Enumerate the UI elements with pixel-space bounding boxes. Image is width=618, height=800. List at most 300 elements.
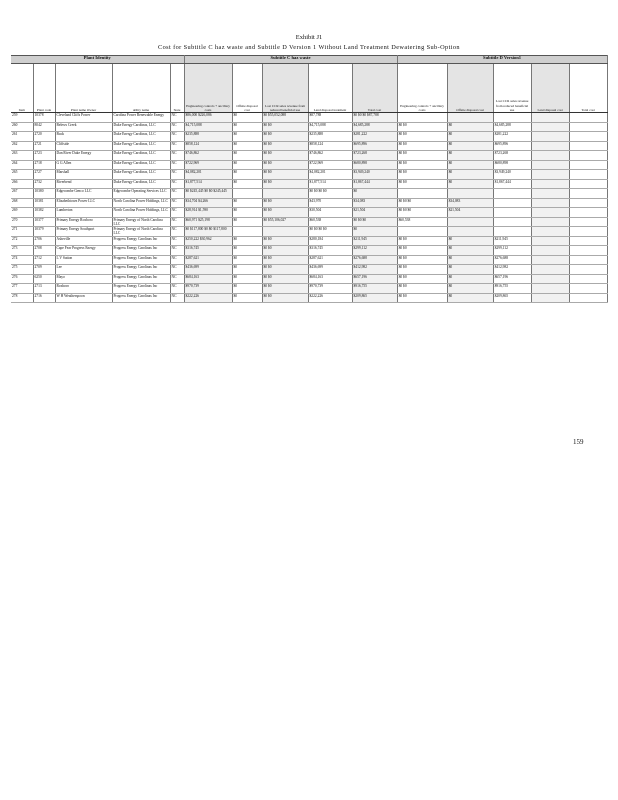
- cell-c-off: $0: [232, 255, 262, 265]
- cell-c-eng: $970,739: [184, 284, 232, 294]
- cell-c-land: $436,699: [308, 265, 352, 275]
- cell-c-land: $235,888: [308, 132, 352, 142]
- cell-code: 2713: [33, 284, 55, 294]
- cell-c-off: $0: [232, 113, 262, 123]
- table-row: [11, 160, 607, 170]
- cell-d-eng: $0 $0: [397, 151, 447, 161]
- cell-d-total: [569, 293, 607, 303]
- cell-d-off: $34,083: [447, 198, 493, 208]
- cell-c-eng: $4,082,201: [184, 170, 232, 180]
- col-c-offsite: Offsite disposal cost: [232, 64, 262, 113]
- cell-state: NC: [170, 160, 184, 170]
- col-utility-name: utility name: [112, 64, 170, 113]
- cell-d-eng: $0 $0: [397, 246, 447, 256]
- cell-plant: Marshall: [55, 170, 112, 180]
- cell-code: 10378: [33, 113, 55, 123]
- cell-item: 270: [11, 217, 33, 227]
- cell-d-eng: $0 $0 $0: [397, 198, 447, 208]
- cell-c-land: $684,163: [308, 274, 352, 284]
- cell-c-off: [232, 189, 262, 199]
- cell-code: 8042: [33, 122, 55, 132]
- cell-d-off: $21,504: [447, 208, 493, 218]
- cell-c-off: $0: [232, 208, 262, 218]
- cell-item: 266: [11, 179, 33, 189]
- cell-d-eng: $0 $0: [397, 160, 447, 170]
- cell-d-off: $0: [447, 293, 493, 303]
- cell-c-eng: $287,621: [184, 255, 232, 265]
- cell-d-off: $0: [447, 265, 493, 275]
- cell-code: 2732: [33, 179, 55, 189]
- cell-utility: Progress Energy Carolinas Inc: [112, 265, 170, 275]
- cell-code: 2706: [33, 236, 55, 246]
- table-row: [11, 132, 607, 142]
- cell-d-off: $0: [447, 179, 493, 189]
- cell-d-off: [447, 227, 493, 237]
- cell-d-off: $0: [447, 141, 493, 151]
- cell-c-lost: $0 $0: [262, 284, 308, 294]
- cell-state: NC: [170, 151, 184, 161]
- cell-c-eng: $28,914 $1,590: [184, 208, 232, 218]
- cell-c-eng: $250,222 $30,962: [184, 236, 232, 246]
- cell-d-eng: $0 $0: [397, 132, 447, 142]
- cell-c-land: $4,715,088: [308, 122, 352, 132]
- cell-c-total: $21,504: [352, 208, 397, 218]
- cell-plant: L V Sutton: [55, 255, 112, 265]
- cell-utility: Progress Energy Carolinas Inc: [112, 246, 170, 256]
- cell-d-total: [569, 151, 607, 161]
- cell-c-land: $316,745: [308, 246, 352, 256]
- cell-c-lost: $0 $0: [262, 208, 308, 218]
- cell-c-lost: $0 $0: [262, 293, 308, 303]
- cell-d-lost: [493, 217, 531, 227]
- cell-c-total: $211,945: [352, 236, 397, 246]
- cell-utility: Progress Energy Carolinas Inc: [112, 274, 170, 284]
- cell-c-eng: $60,971 $25,198: [184, 217, 232, 227]
- cell-d-total: [569, 179, 607, 189]
- cell-c-eng: $722,969: [184, 160, 232, 170]
- cell-c-total: $3,949,240: [352, 170, 397, 180]
- exhibit-title: Exhibit J1: [295, 34, 323, 41]
- cell-d-off: $0: [447, 132, 493, 142]
- cell-c-land: $60,538: [308, 217, 352, 227]
- table-row: [11, 189, 607, 199]
- cell-d-lost: $1,867,444: [493, 179, 531, 189]
- cell-c-land: $970,739: [308, 284, 352, 294]
- cell-d-total: [569, 160, 607, 170]
- table-row: [11, 179, 607, 189]
- cell-c-total: $209,865: [352, 293, 397, 303]
- table-row: [11, 113, 607, 123]
- cell-d-lost: $916,755: [493, 284, 531, 294]
- table-row: [11, 293, 607, 303]
- cell-code: 2716: [33, 293, 55, 303]
- cell-d-eng: [397, 189, 447, 199]
- cell-d-land: [531, 160, 569, 170]
- cell-d-eng: $0 $0: [397, 265, 447, 275]
- cell-d-land: [531, 217, 569, 227]
- cell-c-off: $0: [232, 284, 262, 294]
- cell-plant: Cleveland Cliffs Power: [55, 113, 112, 123]
- cell-c-total: $281,222: [352, 132, 397, 142]
- cell-code: 2720: [33, 132, 55, 142]
- cell-d-lost: $299,112: [493, 246, 531, 256]
- cell-c-total: $4,685,288: [352, 122, 397, 132]
- cell-utility: Primary Energy of North Carolina LLC: [112, 227, 170, 237]
- cell-c-land: $287,621: [308, 255, 352, 265]
- cell-c-land: $858,124: [308, 141, 352, 151]
- cell-c-total: $680,898: [352, 160, 397, 170]
- table-row: [11, 141, 607, 151]
- cell-code: 2727: [33, 170, 55, 180]
- cell-d-lost: [493, 189, 531, 199]
- cell-c-total: $0 $0 $0: [352, 217, 397, 227]
- col-d-total: Total cost: [569, 64, 607, 113]
- cell-plant: Edgecombe Genco LLC: [55, 189, 112, 199]
- cell-code: 10379: [33, 227, 55, 237]
- cell-code: 10381: [33, 198, 55, 208]
- cell-d-land: [531, 189, 569, 199]
- cell-plant: Belews Creek: [55, 122, 112, 132]
- table-row: [11, 217, 607, 227]
- cell-item: 259: [11, 113, 33, 123]
- cell-item: 277: [11, 284, 33, 294]
- cell-c-total: $299,112: [352, 246, 397, 256]
- cell-d-eng: [397, 113, 447, 123]
- cell-d-eng: $60,538: [397, 217, 447, 227]
- cell-c-lost: $0 $0: [262, 236, 308, 246]
- cell-d-off: [447, 189, 493, 199]
- col-plant-owner: Plant name Owner: [55, 64, 112, 113]
- cell-utility: North Carolina Power Holdings, LLC: [112, 198, 170, 208]
- cell-c-land: $0 $0 $0 $0: [308, 189, 352, 199]
- cell-code: 2718: [33, 160, 55, 170]
- cell-plant: Buck: [55, 132, 112, 142]
- cell-state: NC: [170, 179, 184, 189]
- cell-d-total: [569, 227, 607, 237]
- cell-d-total: [569, 265, 607, 275]
- cell-d-land: [531, 265, 569, 275]
- table-row: [11, 284, 607, 294]
- table-row: [11, 122, 607, 132]
- cell-state: NC: [170, 284, 184, 294]
- cell-item: 272: [11, 236, 33, 246]
- cell-d-off: $0: [447, 274, 493, 284]
- cell-c-land: $0 $0 $0 $0: [308, 227, 352, 237]
- section-plant-identity: Plant Identity: [11, 56, 184, 64]
- cell-code: 10380: [33, 189, 55, 199]
- cell-c-land: $30,504: [308, 208, 352, 218]
- table-row: [11, 151, 607, 161]
- cell-state: NC: [170, 255, 184, 265]
- cell-d-land: [531, 208, 569, 218]
- cell-c-lost: $0 $0: [262, 170, 308, 180]
- cell-utility: Progress Energy Carolinas Inc: [112, 255, 170, 265]
- cell-code: 10377: [33, 217, 55, 227]
- col-c-eng-controls: Engineering controls + ancillary costs: [184, 64, 232, 113]
- table-row: [11, 265, 607, 275]
- cell-d-total: [569, 208, 607, 218]
- cell-c-lost: $0 $0: [262, 255, 308, 265]
- cell-d-lost: $4,685,288: [493, 122, 531, 132]
- cell-plant: Dan River Duke Energy: [55, 151, 112, 161]
- cell-d-land: [531, 113, 569, 123]
- section-subtitle-d: Subtitle D Version1: [397, 56, 607, 64]
- cell-d-off: $0: [447, 236, 493, 246]
- cell-c-lost: $0 $0: [262, 132, 308, 142]
- cell-d-off: [447, 217, 493, 227]
- cell-item: 273: [11, 246, 33, 256]
- cell-plant: Cape Fear Progress Energy: [55, 246, 112, 256]
- cell-d-land: [531, 151, 569, 161]
- cell-utility: Progress Energy Carolinas Inc: [112, 236, 170, 246]
- cell-item: 262: [11, 141, 33, 151]
- cell-state: NC: [170, 113, 184, 123]
- cell-d-off: [447, 113, 493, 123]
- cell-d-lost: [493, 208, 531, 218]
- cell-d-land: [531, 293, 569, 303]
- cell-c-off: $0: [232, 293, 262, 303]
- cell-utility: Duke Energy Carolinas, LLC: [112, 141, 170, 151]
- cell-item: 263: [11, 151, 33, 161]
- cell-d-off: $0: [447, 151, 493, 161]
- cell-d-land: [531, 141, 569, 151]
- cell-d-land: [531, 170, 569, 180]
- cell-utility: Carolina Power Renewable Energy: [112, 113, 170, 123]
- cell-c-lost: $0 $0: [262, 151, 308, 161]
- cell-plant: Elizabethtown Power LLC: [55, 198, 112, 208]
- cell-plant: Lumberton: [55, 208, 112, 218]
- cell-c-lost: $0 $0: [262, 160, 308, 170]
- cell-plant: Mayo: [55, 274, 112, 284]
- cell-d-off: $0: [447, 255, 493, 265]
- cell-d-total: [569, 189, 607, 199]
- cell-utility: North Carolina Power Holdings, LLC: [112, 208, 170, 218]
- cell-c-off: $0: [232, 246, 262, 256]
- cell-code: 2709: [33, 265, 55, 275]
- cell-d-land: [531, 255, 569, 265]
- cell-utility: Duke Energy Carolinas, LLC: [112, 151, 170, 161]
- cell-utility: Duke Energy Carolinas, LLC: [112, 122, 170, 132]
- cell-utility: Duke Energy Carolinas, LLC: [112, 160, 170, 170]
- cell-c-land: $722,969: [308, 160, 352, 170]
- cell-utility: Primary Energy of North Carolina LLC: [112, 217, 170, 227]
- cell-item: 265: [11, 170, 33, 180]
- col-d-land-disposal: Land disposal cost: [531, 64, 569, 113]
- cell-d-total: [569, 122, 607, 132]
- cell-d-eng: $0 $0: [397, 255, 447, 265]
- cell-d-off: $0: [447, 160, 493, 170]
- cell-item: 276: [11, 274, 33, 284]
- cell-c-off: $0: [232, 141, 262, 151]
- cell-c-land: $746,862: [308, 151, 352, 161]
- table-row: [11, 236, 607, 246]
- cell-d-off: $0: [447, 284, 493, 294]
- table-row: [11, 198, 607, 208]
- cell-state: NC: [170, 170, 184, 180]
- cell-c-lost: $0 $0: [262, 246, 308, 256]
- cell-c-lost: $0 $55,106,027: [262, 217, 308, 227]
- cell-c-total: $412,982: [352, 265, 397, 275]
- cell-c-off: $0: [232, 179, 262, 189]
- cell-item: 264: [11, 160, 33, 170]
- cell-plant: Roxboro: [55, 284, 112, 294]
- cell-c-total: $695,896: [352, 141, 397, 151]
- cell-utility: Progress Energy Carolinas Inc: [112, 293, 170, 303]
- table-row: [11, 170, 607, 180]
- cell-d-land: [531, 284, 569, 294]
- cell-state: NC: [170, 265, 184, 275]
- cell-d-eng: $0 $0: [397, 236, 447, 246]
- cell-c-lost: $0 $0: [262, 179, 308, 189]
- cell-utility: Duke Energy Carolinas, LLC: [112, 170, 170, 180]
- cell-d-lost: $657,196: [493, 274, 531, 284]
- cell-c-total: $0 $0 $0 $87,788: [352, 113, 397, 123]
- cell-state: NC: [170, 227, 184, 237]
- table-row: [11, 274, 607, 284]
- cell-d-lost: $680,898: [493, 160, 531, 170]
- cell-utility: Progress Energy Carolinas Inc: [112, 284, 170, 294]
- cell-utility: Duke Energy Carolinas, LLC: [112, 179, 170, 189]
- cell-d-off: $0: [447, 170, 493, 180]
- cell-d-total: [569, 113, 607, 123]
- col-item: Item: [11, 64, 33, 113]
- section-subtitle-c: Subtitle C haz waste: [184, 56, 397, 64]
- cell-c-lost: $0 $0: [262, 265, 308, 275]
- cell-item: 268: [11, 198, 33, 208]
- cell-item: 267: [11, 189, 33, 199]
- table-row: [11, 246, 607, 256]
- cell-d-land: [531, 236, 569, 246]
- cell-d-off: $0: [447, 246, 493, 256]
- cell-c-total: $657,196: [352, 274, 397, 284]
- cell-d-eng: $0 $0: [397, 122, 447, 132]
- cell-d-eng: $0 $0: [397, 274, 447, 284]
- cell-d-eng: $0 $0 $0: [397, 208, 447, 218]
- table-body: [11, 113, 607, 303]
- col-d-eng-controls: Engineering controls + ancillary costs: [397, 64, 447, 113]
- cell-utility: Edgecombe Operating Services LLC: [112, 189, 170, 199]
- cell-item: 274: [11, 255, 33, 265]
- cell-state: NC: [170, 274, 184, 284]
- cost-table: [11, 55, 608, 303]
- col-plant-code: Plant code: [33, 64, 55, 113]
- cell-state: NC: [170, 236, 184, 246]
- cell-state: NC: [170, 208, 184, 218]
- cell-d-lost: [493, 227, 531, 237]
- cell-c-off: $0: [232, 160, 262, 170]
- cell-c-lost: $0 $0: [262, 198, 308, 208]
- cell-code: 2708: [33, 246, 55, 256]
- cell-c-off: $0: [232, 198, 262, 208]
- cell-c-eng: $34,704 $4,266: [184, 198, 232, 208]
- cell-c-off: $0: [232, 170, 262, 180]
- cell-c-off: $0: [232, 236, 262, 246]
- cell-d-total: [569, 170, 607, 180]
- cell-d-lost: [493, 198, 531, 208]
- cell-state: NC: [170, 189, 184, 199]
- col-c-total: Total cost: [352, 64, 397, 113]
- cell-c-off: $0: [232, 265, 262, 275]
- cell-code: 10382: [33, 208, 55, 218]
- cell-d-land: [531, 227, 569, 237]
- cell-state: NC: [170, 246, 184, 256]
- page-number: 159: [573, 438, 584, 446]
- cell-code: 2721: [33, 141, 55, 151]
- cell-code: 2723: [33, 151, 55, 161]
- cell-d-lost: $211,945: [493, 236, 531, 246]
- cell-code: 6250: [33, 274, 55, 284]
- cell-c-land: $280,184: [308, 236, 352, 246]
- cell-d-lost: $412,982: [493, 265, 531, 275]
- cell-d-total: [569, 236, 607, 246]
- cell-state: NC: [170, 122, 184, 132]
- cell-d-land: [531, 132, 569, 142]
- col-state: State: [170, 64, 184, 113]
- cell-plant: G G Allen: [55, 160, 112, 170]
- cell-c-eng: $222,226: [184, 293, 232, 303]
- cell-c-total: $0: [352, 227, 397, 237]
- cell-code: 2712: [33, 255, 55, 265]
- cell-d-total: [569, 255, 607, 265]
- cell-c-eng: $316,745: [184, 246, 232, 256]
- cell-plant: Asheville: [55, 236, 112, 246]
- cell-c-total: $34,083: [352, 198, 397, 208]
- cell-d-total: [569, 217, 607, 227]
- cell-d-total: [569, 141, 607, 151]
- cell-c-lost: $0 $0: [262, 122, 308, 132]
- cell-plant: Riverbend: [55, 179, 112, 189]
- cell-d-land: [531, 198, 569, 208]
- table-row: [11, 208, 607, 218]
- cell-d-land: [531, 274, 569, 284]
- cell-c-land: $4,082,201: [308, 170, 352, 180]
- cell-d-total: [569, 198, 607, 208]
- cell-c-eng: $1,877,514: [184, 179, 232, 189]
- cell-d-eng: $0 $0: [397, 284, 447, 294]
- cell-c-eng: $235,888: [184, 132, 232, 142]
- cell-state: NC: [170, 198, 184, 208]
- cell-c-off: $0: [232, 132, 262, 142]
- cell-c-total: $276,688: [352, 255, 397, 265]
- cell-c-land: $222,226: [308, 293, 352, 303]
- cell-c-off: $0: [232, 274, 262, 284]
- col-d-offsite: Offsite disposal cost: [447, 64, 493, 113]
- cell-c-lost: [262, 227, 308, 237]
- cell-item: 260: [11, 122, 33, 132]
- cell-c-land: $43,970: [308, 198, 352, 208]
- exhibit-subtitle: Cost for Subtitle C haz waste and Subtitle D Version 1 Without Land Treatment Dewatering Sub-Option: [158, 44, 460, 51]
- cell-plant: W H Weatherspoon: [55, 293, 112, 303]
- cell-c-eng: $4,715,088: [184, 122, 232, 132]
- cell-state: NC: [170, 141, 184, 151]
- cell-d-eng: $0 $0: [397, 179, 447, 189]
- cell-c-total: $0: [352, 189, 397, 199]
- cell-c-off: $0: [232, 122, 262, 132]
- cell-d-eng: $0 $0: [397, 170, 447, 180]
- cell-d-eng: [397, 227, 447, 237]
- col-d-lost-ccr: Lost CCR sales revenue from reduced beneficial use: [493, 64, 531, 113]
- table-row: [11, 227, 607, 237]
- cell-plant: Primary Energy Roxboro: [55, 217, 112, 227]
- cell-item: 278: [11, 293, 33, 303]
- cell-c-eng: $858,124: [184, 141, 232, 151]
- cell-d-total: [569, 284, 607, 294]
- cell-d-land: [531, 122, 569, 132]
- cell-c-off: $0: [232, 217, 262, 227]
- cell-c-eng: $746,862: [184, 151, 232, 161]
- cell-c-land: $87,788: [308, 113, 352, 123]
- cell-d-lost: $3,949,240: [493, 170, 531, 180]
